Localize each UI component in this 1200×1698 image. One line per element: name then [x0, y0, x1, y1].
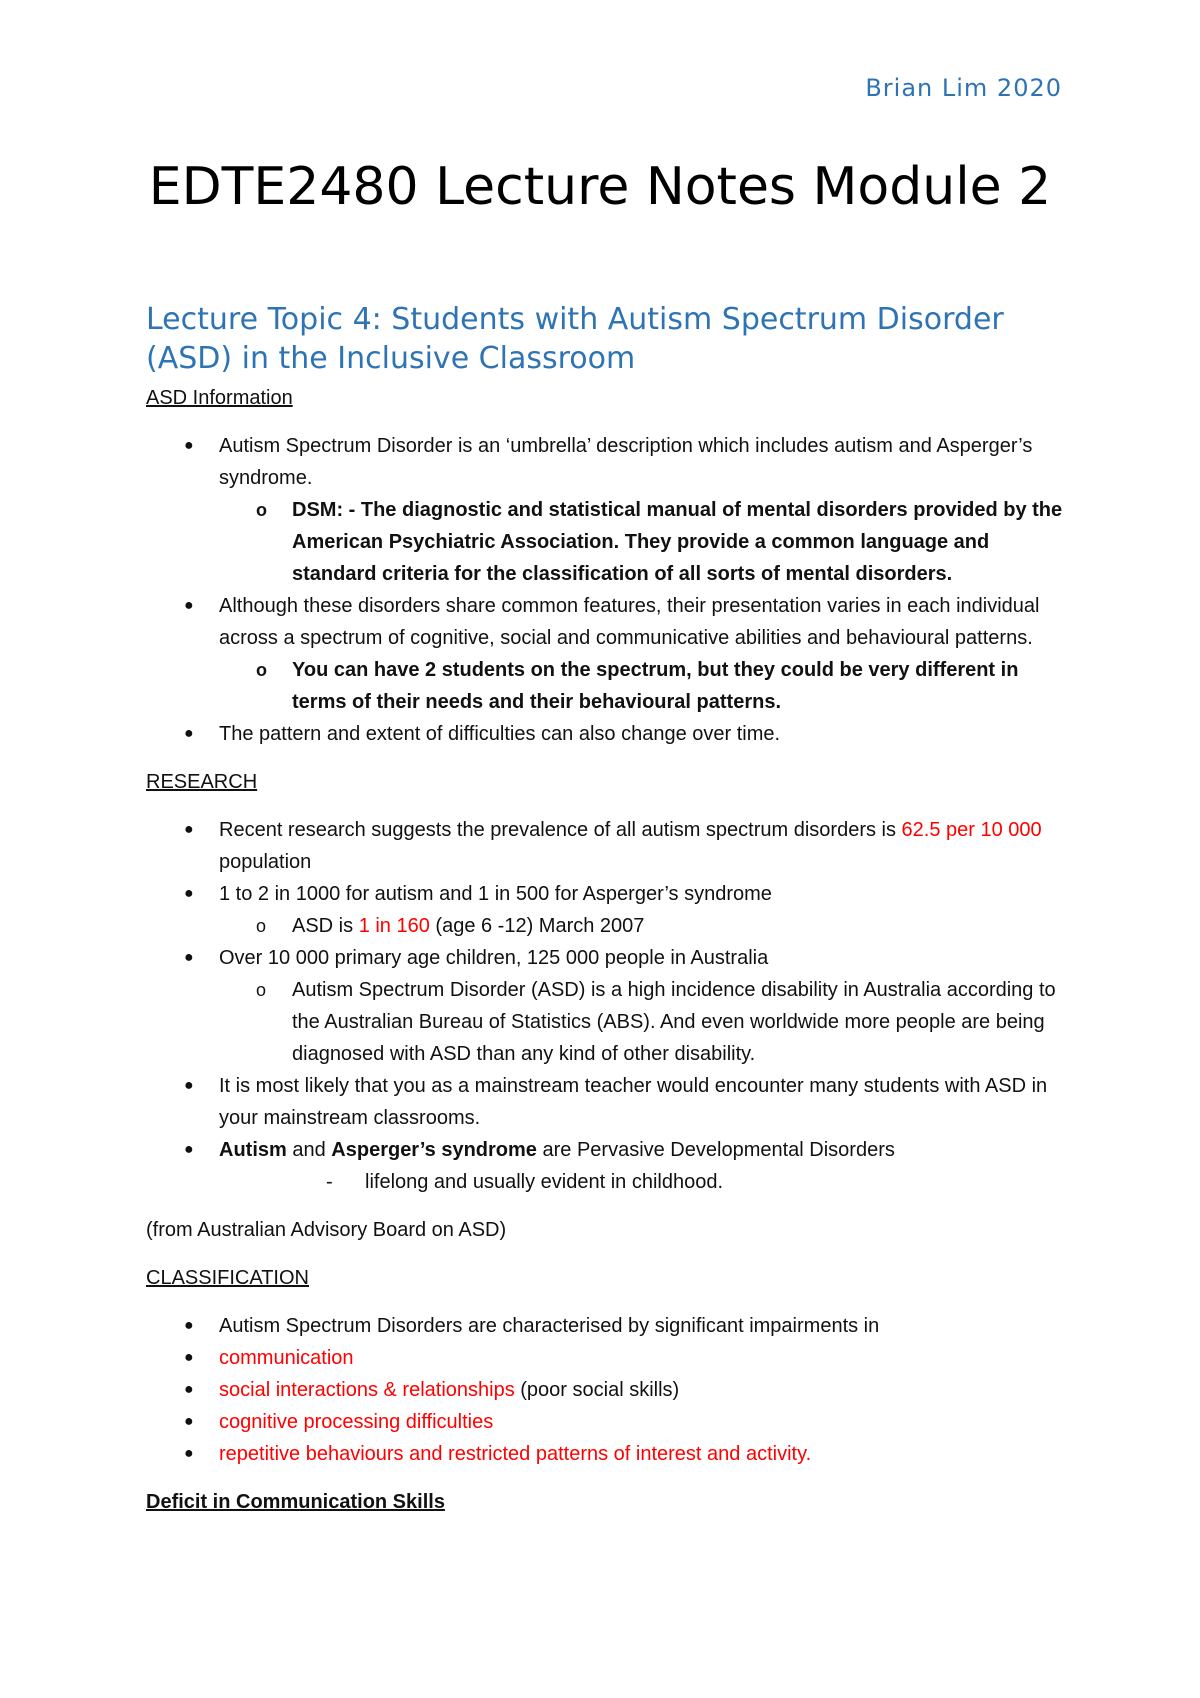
list-subitem: o You can have 2 students on the spectrum, but they could be very different in terms of their needs and their behavioural patterns. [146, 654, 1066, 718]
circle-bullet-icon: o [256, 500, 267, 520]
section-heading-deficit-communication: Deficit in Communication Skills [146, 1491, 445, 1513]
circle-bullet-icon: o [256, 660, 267, 680]
bullet-icon: ● [184, 885, 194, 902]
list-item: ● cognitive processing difficulties [146, 1406, 1066, 1438]
asd-info-list [146, 430, 1066, 750]
bullet-icon: ● [184, 725, 194, 742]
bullet-icon: ● [184, 1381, 194, 1398]
list-item: ● Recent research suggests the prevalence of all autism spectrum disorders is 62.5 per 10 000 population [146, 814, 1066, 878]
section-heading-research: RESEARCH [146, 771, 258, 793]
bullet-icon: ● [184, 437, 194, 454]
bullet-icon: ● [184, 1317, 194, 1334]
list-item: ● Autism Spectrum Disorders are characterised by significant impairments in [146, 1310, 1066, 1342]
bullet-icon: ● [184, 1077, 194, 1094]
bullet-icon: ● [184, 1445, 194, 1462]
bullet-icon: ● [184, 1349, 194, 1366]
bullet-icon: ● [184, 949, 194, 966]
bullet-icon: ● [184, 821, 194, 838]
list-item: ● communication [146, 1342, 1066, 1374]
page-title: EDTE2480 Lecture Notes Module 2 [148, 157, 1052, 217]
list-item: ● repetitive behaviours and restricted patterns of interest and activity. [146, 1438, 1066, 1470]
circle-bullet-icon: o [256, 916, 267, 936]
list-item: ● social interactions & relationships (poor social skills) [146, 1374, 1066, 1406]
list-item: ● Over 10 000 primary age children, 125 000 people in Australia [146, 942, 1066, 974]
list-item: ● The pattern and extent of difficulties can also change over time. [146, 718, 1066, 750]
classification-list [146, 1310, 1066, 1470]
section-heading-asd-information: ASD Information [146, 387, 293, 409]
list-subitem: - lifelong and usually evident in childhood. [146, 1166, 1066, 1198]
list-subitem: o DSM: - The diagnostic and statistical manual of mental disorders provided by the American Psychiatric Association. They provide a common language and standard criteria for the classification of all sorts of mental disorders. [146, 494, 1066, 590]
circle-bullet-icon: o [256, 980, 267, 1000]
list-item: ● 1 to 2 in 1000 for autism and 1 in 500 for Asperger’s syndrome [146, 878, 1066, 910]
source-note: (from Australian Advisory Board on ASD) [146, 1219, 507, 1241]
prevalence-highlight: 62.5 per 10 000 [901, 819, 1042, 841]
bullet-icon: ● [184, 1413, 194, 1430]
bullet-icon: ● [184, 1141, 194, 1158]
dash-bullet-icon: - [326, 1171, 333, 1193]
lecture-topic-heading: Lecture Topic 4: Students with Autism Spectrum Disorder (ASD) in the Inclusive Classroom [146, 302, 1004, 376]
list-item: ● Autism and Asperger’s syndrome are Pervasive Developmental Disorders [146, 1134, 1066, 1166]
list-item: ● It is most likely that you as a mainstream teacher would encounter many students with ASD in your mainstream classrooms. [146, 1070, 1066, 1134]
list-item: ● Although these disorders share common features, their presentation varies in each individual across a spectrum of cognitive, social and communicative abilities and behavioural patterns. [146, 590, 1066, 654]
author-line: Brian Lim 2020 [865, 74, 1062, 102]
list-subitem: o ASD is 1 in 160 (age 6 -12) March 2007 [146, 910, 1066, 942]
section-heading-classification: CLASSIFICATION [146, 1267, 309, 1289]
list-subitem: o Autism Spectrum Disorder (ASD) is a high incidence disability in Australia according to the Australian Bureau of Statistics (ABS). And even worldwide more people are being diagnosed with ASD than any kind of other disability. [146, 974, 1066, 1070]
document-body [146, 382, 1066, 1518]
list-item: ● Autism Spectrum Disorder is an ‘umbrella’ description which includes autism and Asperger’s syndrome. [146, 430, 1066, 494]
ratio-highlight: 1 in 160 [358, 915, 430, 937]
research-list [146, 814, 1066, 1198]
bullet-icon: ● [184, 597, 194, 614]
